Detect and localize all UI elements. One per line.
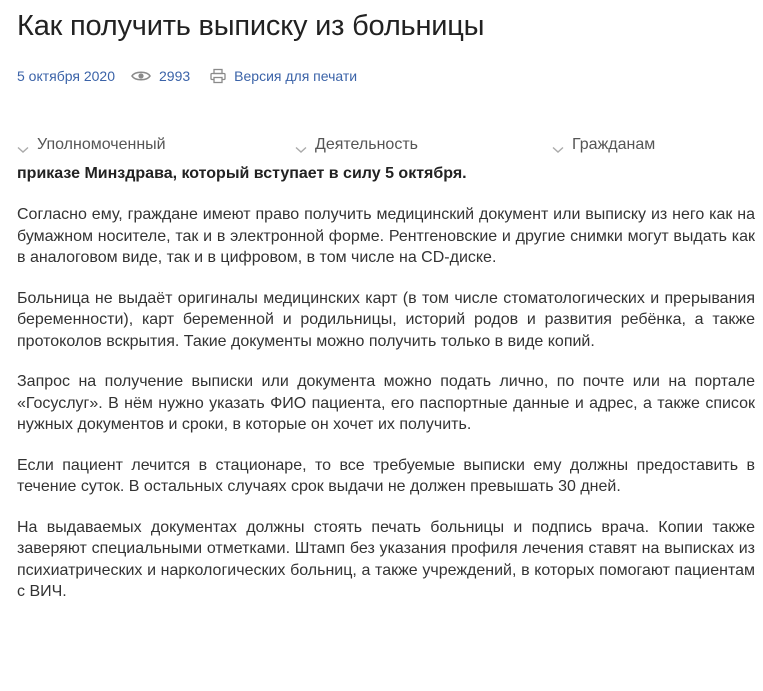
chevron-down-icon: [295, 141, 307, 149]
nav-item-grazhdanam[interactable]: [552, 136, 655, 154]
article-body: [17, 204, 755, 622]
page-title: Как получить выписку из больницы: [17, 10, 485, 42]
clipped-text-line: [17, 165, 754, 186]
chevron-down-icon: [17, 141, 29, 149]
chevron-down-icon: [552, 141, 564, 149]
article-paragraph: Согласно ему, граждане имеют право получить медицинский документ или выписку из него как на бумажном носителе, так и в электронной форме. Рентгеновские и другие снимки могут выдать как в аналоговом виде, так и в цифровом, в том числе на CD-диске.: [17, 206, 755, 266]
nav-item-upolnomochenny[interactable]: [17, 136, 166, 154]
article-paragraph: Если пациент лечится в стационаре, то все требуемые выписки ему должны предоставить в течение суток. В остальных случаях срок выдачи не должен превышать 30 дней.: [17, 456, 755, 495]
publish-date: 5 октября 2020: [17, 68, 115, 84]
print-version-link[interactable]: Версия для печати: [234, 68, 358, 84]
printer-icon[interactable]: [210, 68, 226, 84]
nav-item-label: Гражданам: [572, 136, 656, 153]
nav-item-deyatelnost[interactable]: [295, 136, 418, 154]
article-meta: [17, 66, 357, 86]
main-navigation: [0, 136, 763, 158]
article-paragraph: На выдаваемых документах должны стоять печать больницы и подпись врача. Копии также заверяют специальными отметками. Штамп без указания профиля лечения ставят на выписках из психиатрических и наркологических больниц, а также учреждений, в которых помогают пациентам с ВИЧ.: [17, 518, 755, 600]
nav-item-label: Уполномоченный: [37, 136, 166, 153]
article-paragraph: Запрос на получение выписки или документа можно подать лично, по почте или на портале «Госуслуг». В нём нужно указать ФИО пациента, его паспортные данные и адрес, а также список нужных документов и сроки, в которые он хочет их получить.: [17, 373, 755, 433]
nav-item-label: Деятельность: [315, 136, 418, 153]
view-count: 2993: [159, 68, 191, 84]
clipped-text: приказе Минздрава, который вступает в силу 5 октября.: [17, 165, 467, 182]
article-paragraph: Больница не выдаёт оригиналы медицинских карт (в том числе стоматологических и прерывания беременности), карт беременной и родильницы, историй родов и развития ребёнка, а также протоколов вскрытия. Такие документы можно получить только в виде копий.: [17, 289, 755, 350]
eye-icon: [131, 69, 151, 83]
